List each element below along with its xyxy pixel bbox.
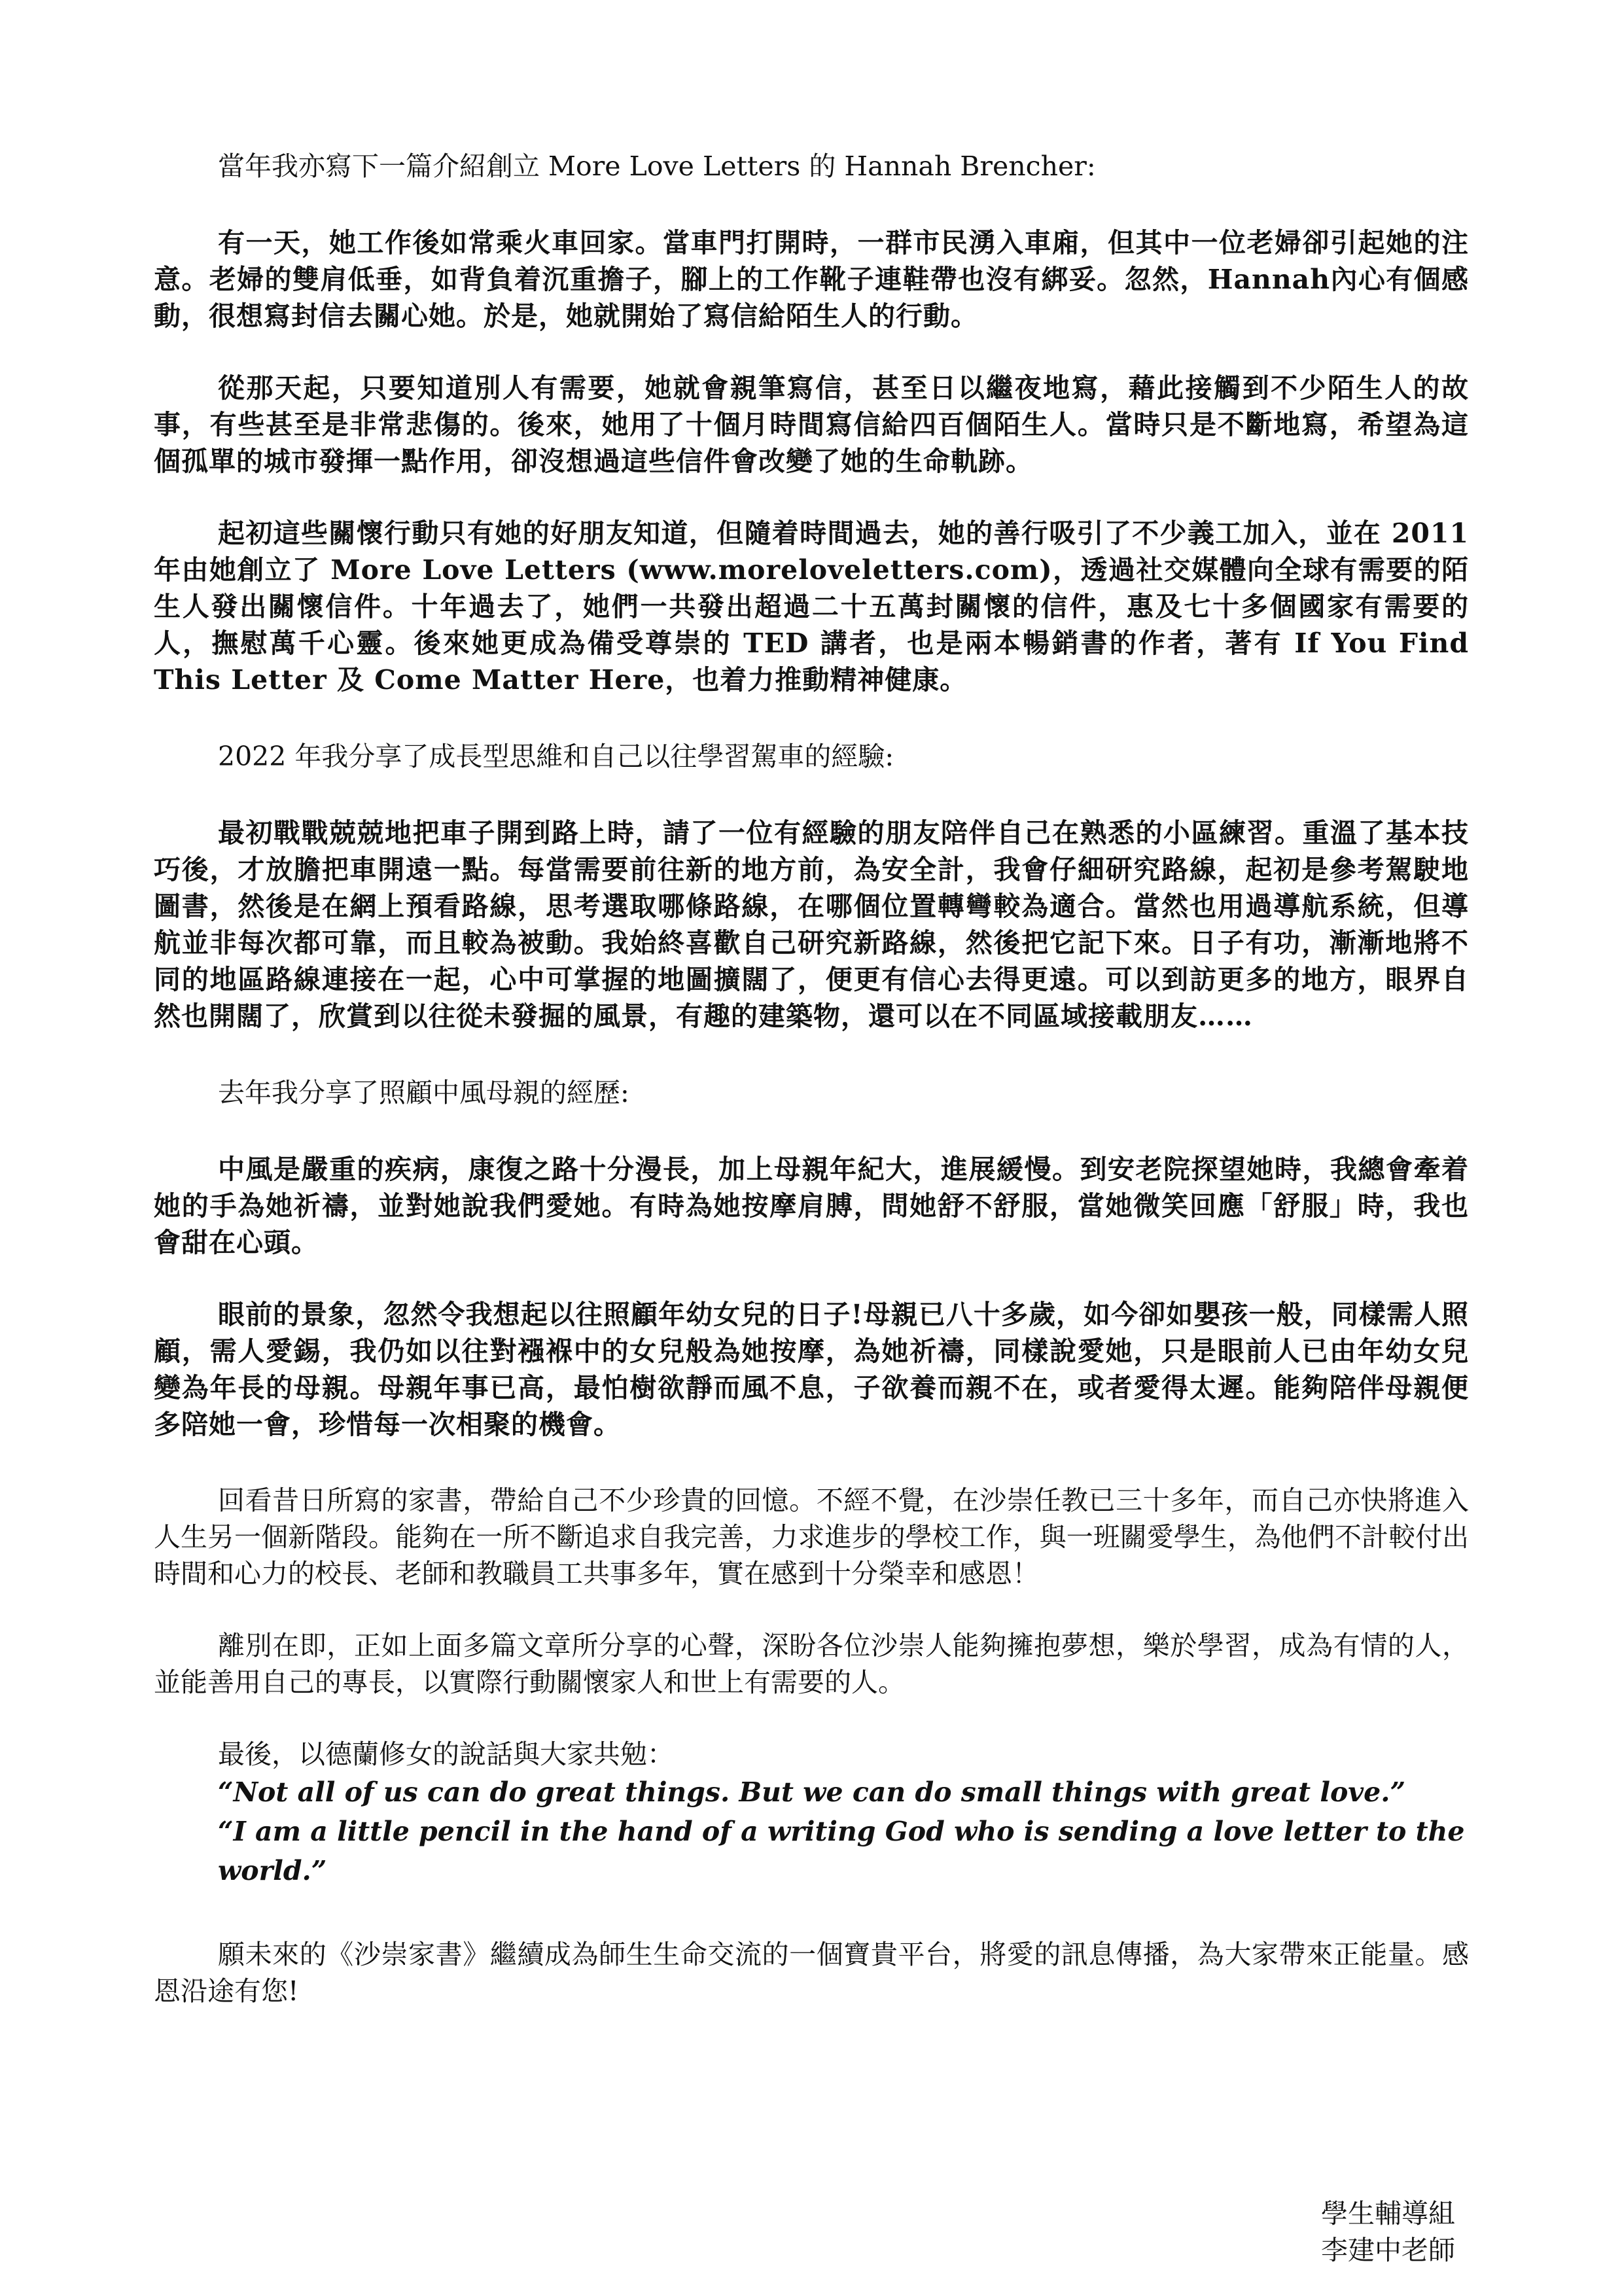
intro-driving: 2022 年我分享了成長型思維和自己以往學習駕車的經驗: <box>218 741 894 772</box>
signature-department: 學生輔導組 <box>1321 2198 1455 2229</box>
signature-block <box>1321 2195 1455 2269</box>
english-quote-2: “I am a little pencil in the hand of a writing God who is sending a love letter to the world.” <box>218 1816 1465 1886</box>
quote-paragraph-1: 有一天，她工作後如常乘火車回家。當車門打開時，一群市民湧入車廂，但其中一位老婦卻引起她的注意。老婦的雙肩低垂，如背負着沉重擔子，腳上的工作靴子連鞋帶也沒有綁妥。忽然，Hannah內心有個感動，很想寫封信去關心她。於是，她就開始了寫信給陌生人的行動。 <box>154 227 1469 332</box>
quote-paragraph-3: 起初這些關懷行動只有她的好朋友知道，但隨着時間過去，她的善行吸引了不少義工加入，並在 2011 年由她創立了 More Love Letters (www.moreloveletters.com)，透過社交媒體向全球有需要的陌生人發出關懷信件。十年過去了，她們一共發出超過二十五萬封關懷的信件，惠及七十多個國家有需要的人，撫慰萬千心靈。後來她更成為備受尊崇的 TED 講者，也是兩本暢銷書的作者，著有 If You Find This Letter 及 Come Matter Here，也着力推動精神健康。 <box>154 518 1469 696</box>
quote-paragraph-mother-1: 中風是嚴重的疾病，康復之路十分漫長，加上母親年紀大，進展緩慢。到安老院探望她時，我總會牽着她的手為她祈禱，並對她說我們愛她。有時為她按摩肩膊，問她舒不舒服，當她微笑回應「舒服」時，我也會甜在心頭。 <box>154 1154 1469 1258</box>
signature-name: 李建中老師 <box>1321 2234 1455 2266</box>
letter-body <box>154 147 1469 2009</box>
intro-mother: 去年我分享了照顧中風母親的經歷: <box>218 1077 629 1108</box>
quote-paragraph-2: 從那天起，只要知道別人有需要，她就會親筆寫信，甚至日以繼夜地寫，藉此接觸到不少陌生人的故事，有些甚至是非常悲傷的。後來，她用了十個月時間寫信給四百個陌生人。當時只是不斷地寫，希望為這個孤單的城市發揮一點作用，卻沒想過這些信件會改變了她的生命軌跡。 <box>154 372 1469 477</box>
quote-paragraph-mother-2: 眼前的景象，忽然令我想起以往照顧年幼女兒的日子!母親已八十多歲，如今卻如嬰孩一般，同樣需人照顧，需人愛錫，我仍如以往對襁褓中的女兒般為她按摩，為她祈禱，同樣說愛她，只是眼前人已由年幼女兒變為年長的母親。母親年事已高，最怕樹欲靜而風不息，子欲養而親不在，或者愛得太遲。能夠陪伴母親便多陪她一會，珍惜每一次相聚的機會。 <box>154 1299 1469 1440</box>
paragraph-reflection: 回看昔日所寫的家書，帶給自己不少珍貴的回憶。不經不覺，在沙崇任教已三十多年，而自己亦快將進入人生另一個新階段。能夠在一所不斷追求自我完善，力求進步的學校工作，與一班關愛學生，為他們不計較付出時間和心力的校長、老師和教職員工共事多年，實在感到十分榮幸和感恩！ <box>154 1485 1469 1589</box>
closing-intro: 最後，以德蘭修女的說話與大家共勉： <box>218 1739 674 1770</box>
final-paragraph: 願未來的《沙崇家書》繼續成為師生生命交流的一個寶貴平台，將愛的訊息傳播，為大家帶來正能量。感恩沿途有您! <box>154 1939 1469 2007</box>
paragraph-farewell: 離別在即，正如上面多篇文章所分享的心聲，深盼各位沙崇人能夠擁抱夢想，樂於學習，成為有情的人，並能善用自己的專長，以實際行動關懷家人和世上有需要的人。 <box>154 1630 1469 1698</box>
intro-hannah: 當年我亦寫下一篇介紹創立 More Love Letters 的 Hannah Brencher: <box>218 150 1096 182</box>
quote-paragraph-driving: 最初戰戰兢兢地把車子開到路上時，請了一位有經驗的朋友陪伴自己在熟悉的小區練習。重溫了基本技巧後，才放膽把車開遠一點。每當需要前往新的地方前，為安全計，我會仔細研究路線，起初是參考駕駛地圖書，然後是在網上預看路線，思考選取哪條路線，在哪個位置轉彎較為適合。當然也用過導航系統，但導航並非每次都可靠，而且較為被動。我始終喜歡自己研究新路線，然後把它記下來。日子有功，漸漸地將不同的地區路線連接在一起，心中可掌握的地圖擴闊了，便更有信心去得更遠。可以到訪更多的地方，眼界自然也開闊了，欣賞到以往從未發掘的風景，有趣的建築物，還可以在不同區域接載朋友…… <box>154 817 1469 1032</box>
english-quote-1: “Not all of us can do great things. But we can do small things with great love.” <box>218 1776 1406 1808</box>
